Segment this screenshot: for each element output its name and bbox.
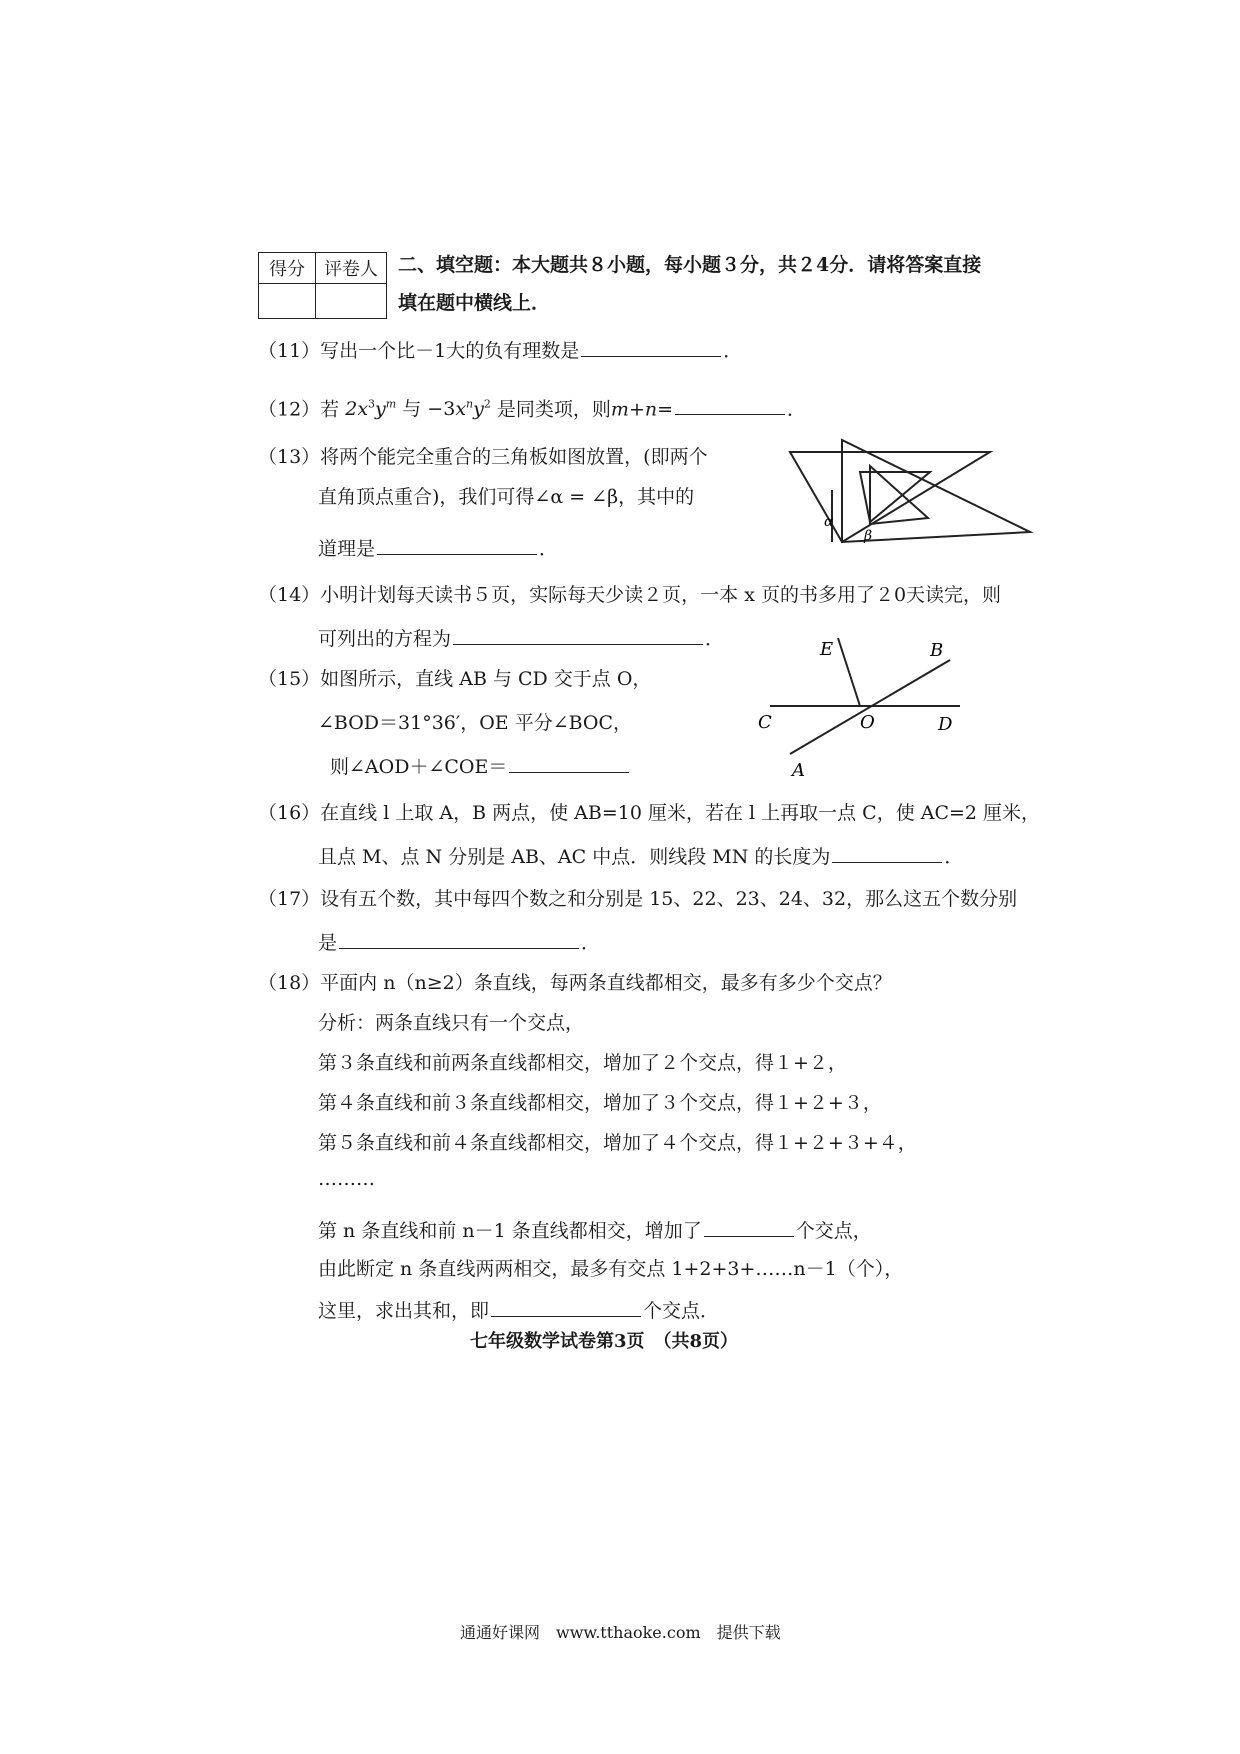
q14-line1: （14）小明计划每天读书５页，实际每天少读２页，一本 x 页的书多用了２0天读完，则 [258,584,1002,606]
q18-line3: 第３条直线和前两条直线都相交，增加了２个交点，得１+２， [318,1052,847,1074]
q13-line3: 道理是 ． [318,534,558,562]
q18-line4: 第４条直线和前３条直线都相交，增加了３个交点，得１+２+３， [318,1092,882,1114]
q13-line2: 直角顶点重合)，我们可得∠α = ∠β，其中的 [318,486,695,508]
label-b: B [930,640,944,661]
q12-expression: $2x^3y^m$ 与 $-3x^ny^2$ [345,398,491,421]
q15-line2: ∠BOD＝31°36′，OE 平分∠BOC， [318,712,633,734]
score-table [258,252,387,319]
label-a: A [792,760,805,780]
label-d: D [938,714,953,735]
grader-header: 评卷人 [316,253,387,284]
label-c: C [758,712,772,733]
q18-sum-blank[interactable] [491,1296,641,1317]
q16-line2: 且点 M、点 N 分别是 AB、AC 中点．则线段 MN 的长度为 ． [318,842,963,870]
q18-line5: 第５条直线和前４条直线都相交，增加了４个交点，得１+２+３+４， [318,1132,917,1154]
score-header: 得分 [259,253,316,284]
q18-increment-blank[interactable] [704,1216,794,1237]
q13-line1: （13）将两个能完全重合的三角板如图放置，(即两个 [258,446,708,468]
beta-label: β [864,528,873,544]
intersecting-lines-figure [750,630,990,780]
question-11: （11）写出一个比－1大的负有理数是 ． [258,336,742,364]
q15-line1: （15）如图所示，直线 AB 与 CD 交于点 O， [258,668,652,690]
q18-line2: 分析：两条直线只有一个交点， [318,1012,585,1034]
q18-line9: 这里，求出其和，即 个交点． [318,1296,719,1324]
q16-answer-blank[interactable] [832,842,942,863]
q17-line1: （17）设有五个数，其中每四个数之和分别是 15、22、23、24、32，那么这五个数分别 [258,888,1018,910]
q18-line6: ……… [318,1168,375,1190]
q17-answer-blank[interactable] [339,928,579,949]
label-o: O [860,712,875,733]
q11-text: （11）写出一个比－1大的负有理数是 [258,340,580,362]
q18-line8: 由此断定 n 条直线两两相交，最多有交点 1+2+3+……n－1（个）， [318,1258,904,1280]
question-12: （12）若 $2x^3y^m$ 与 $-3x^ny^2$ 是同类项，则m+n= ． [258,392,806,422]
q12-answer-blank[interactable] [675,394,785,415]
triangle-rulers-figure [780,430,1040,550]
q14-line2: 可列出的方程为 ． [318,624,724,652]
page-footer: 七年级数学试卷第3页 （共8页） [470,1331,739,1352]
q15-line3: 则∠AOD＋∠COE＝ [330,752,631,780]
site-footer: 通通好课网 www.tthaoke.com 提供下载 [460,1623,781,1642]
label-e: E [820,639,834,660]
q18-line1: （18）平面内 n（n≥2）条直线，每两条直线都相交，最多有多少个交点？ [258,972,892,994]
q16-line1: （16）在直线 l 上取 A，B 两点，使 AB=10 厘米，若在 l 上再取一点 C，使 AC=2 厘米， [258,802,1041,824]
ray-oe [838,638,860,706]
q15-answer-blank[interactable] [509,752,629,773]
q18-line7: 第 n 条直线和前 n－1 条直线都相交，增加了 个交点， [318,1216,872,1244]
grader-cell[interactable] [316,284,387,319]
q14-answer-blank[interactable] [453,624,703,645]
score-cell[interactable] [259,284,316,319]
q17-line2: 是 ． [318,928,600,956]
alpha-label: α [824,514,834,530]
q11-answer-blank[interactable] [581,336,721,357]
section-title-line2: 填在题中横线上． [398,292,551,314]
q13-answer-blank[interactable] [377,534,537,555]
section-title-line1: 二、填空题：本大题共８小题，每小题３分，共２4分．请将答案直接 [398,254,982,276]
